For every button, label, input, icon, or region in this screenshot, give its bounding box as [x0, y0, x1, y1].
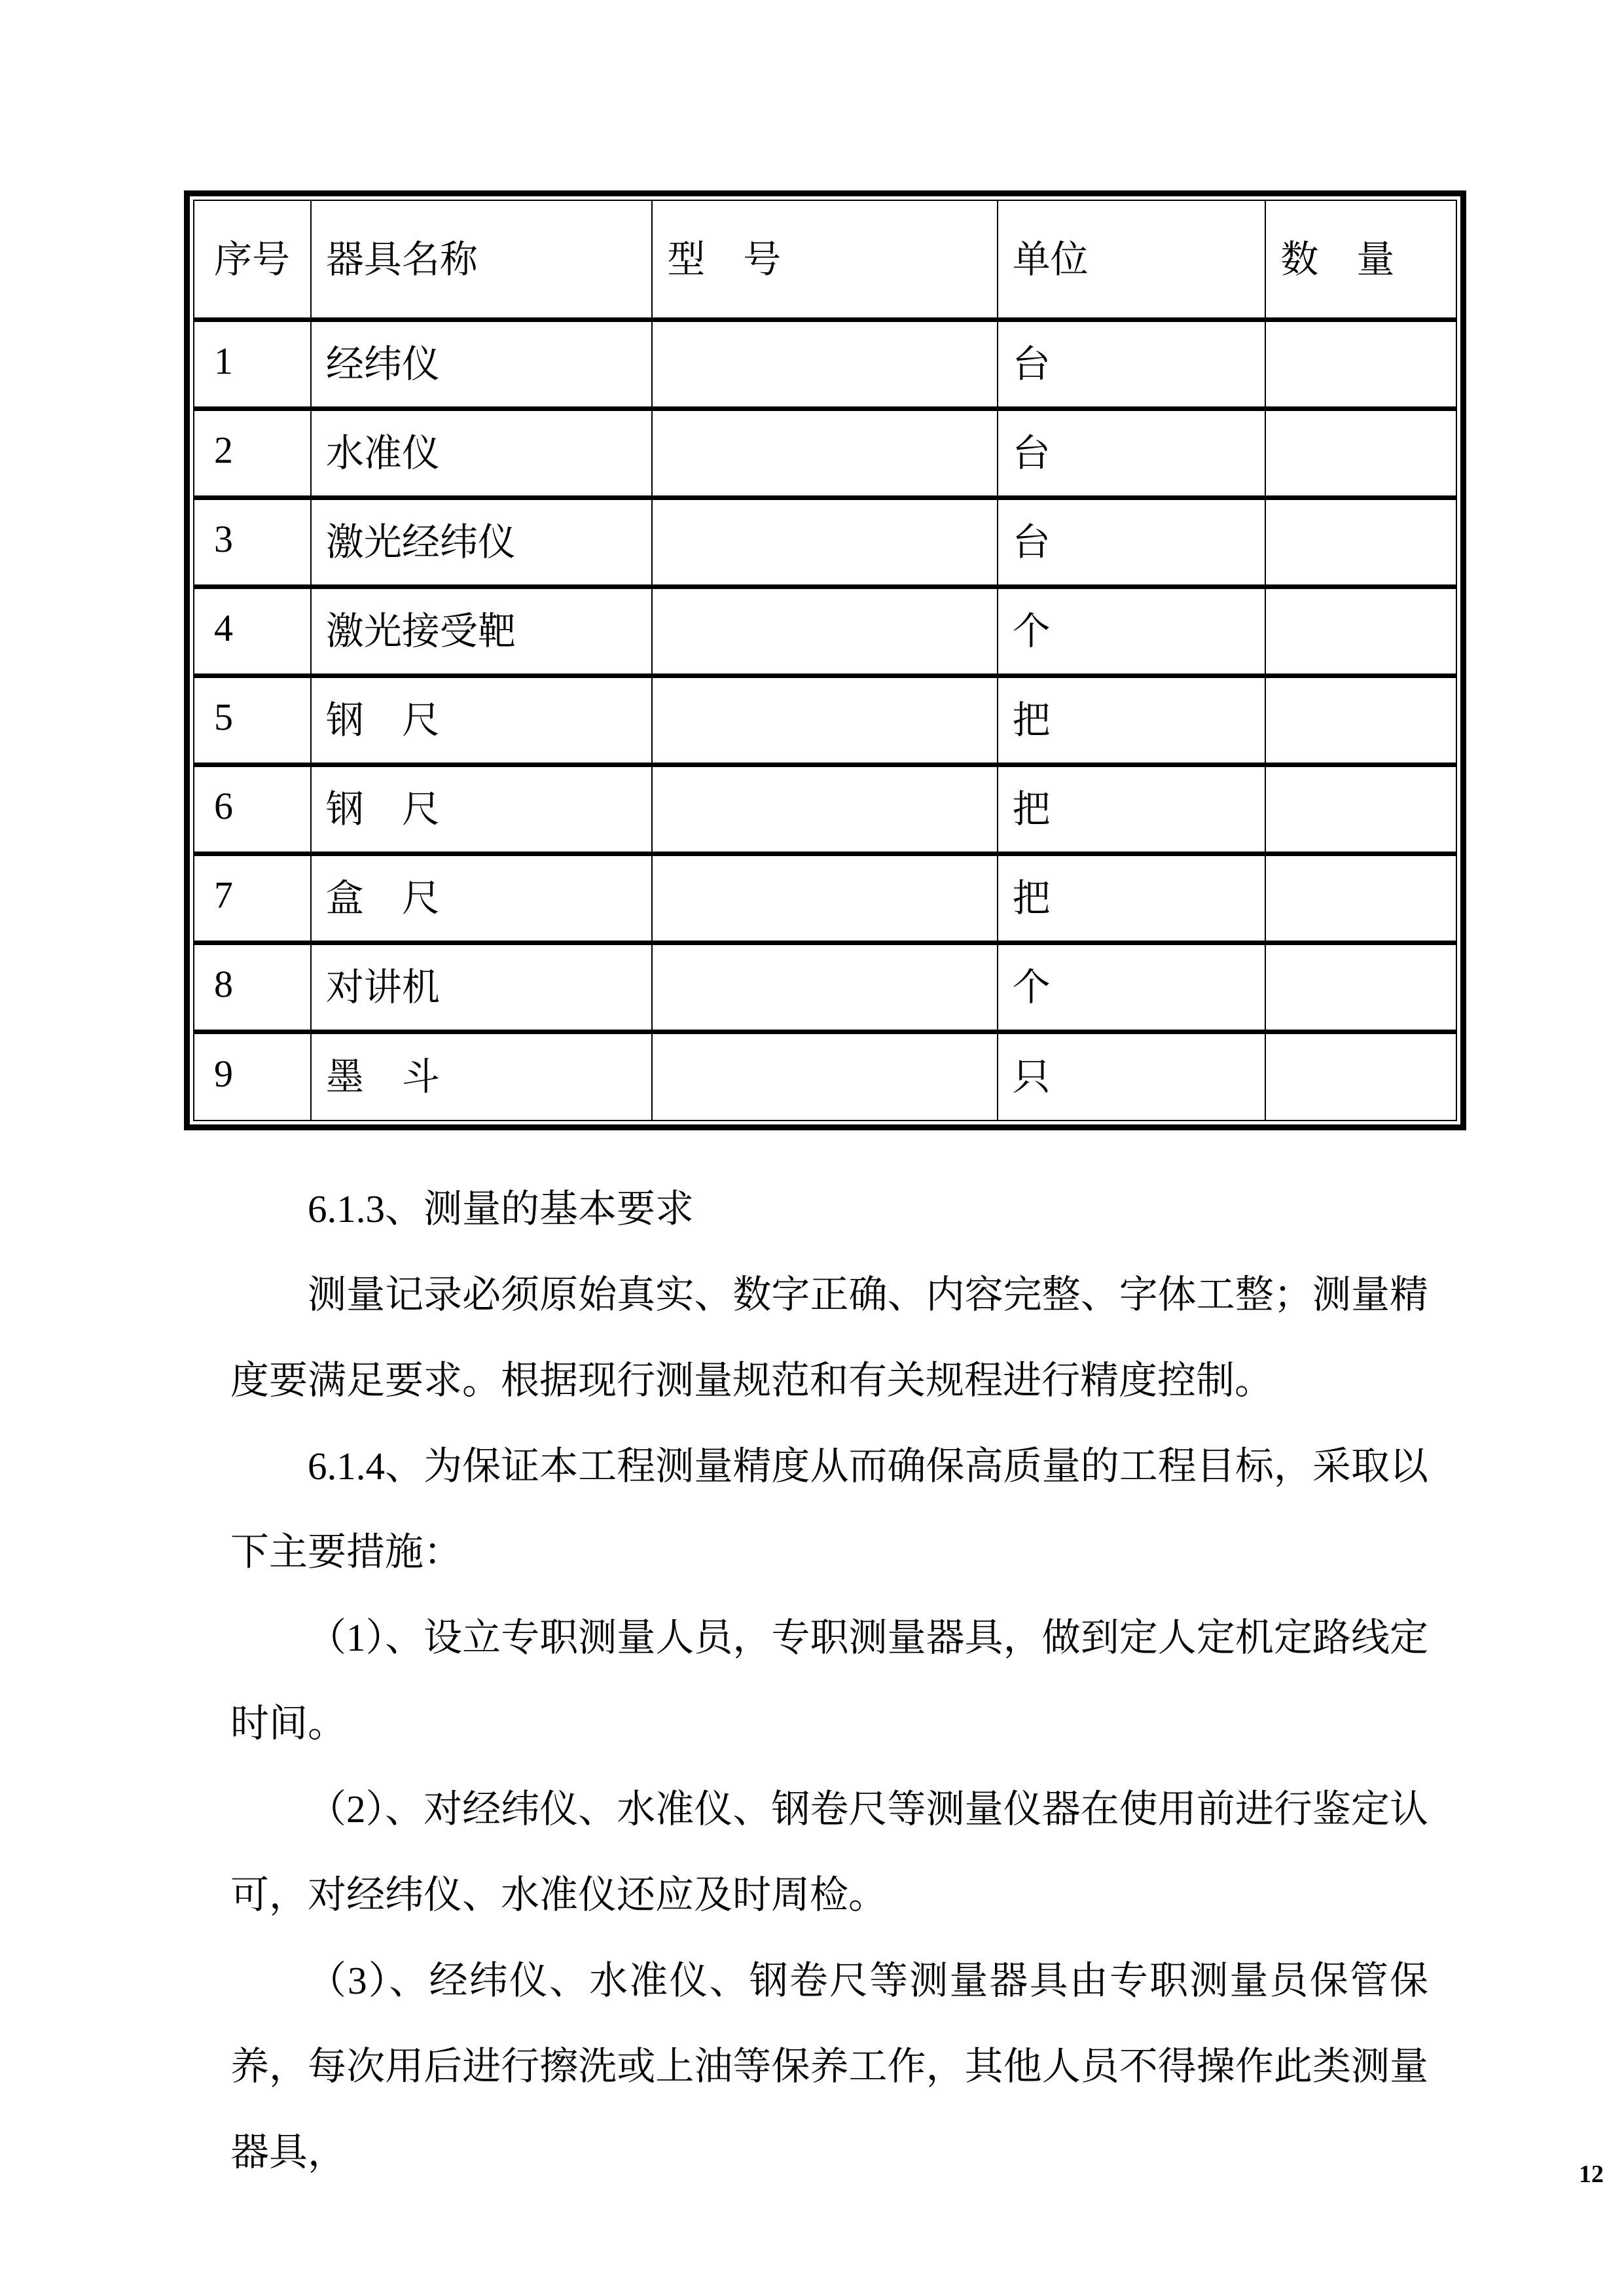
table-row — [194, 675, 1456, 764]
cell-unit: 台 — [998, 319, 1266, 408]
column-header-model: 型 号 — [652, 200, 997, 319]
cell-model — [652, 408, 997, 497]
cell-model — [652, 675, 997, 764]
cell-unit: 只 — [998, 1031, 1266, 1121]
cell-index: 2 — [194, 408, 311, 497]
cell-name: 墨 斗 — [311, 1031, 652, 1121]
paragraph-measure-3: （3）、经纬仪、水准仪、钢卷尺等测量器具由专职测量员保管保养，每次用后进行擦洗或上油等保养工作，其他人员不得操作此类测量器具， — [230, 1959, 1428, 2174]
cell-name: 钢 尺 — [311, 675, 652, 764]
cell-model — [652, 942, 997, 1031]
table-row — [194, 942, 1456, 1031]
cell-quantity — [1265, 319, 1456, 408]
cell-unit: 台 — [998, 497, 1266, 586]
paragraph-measure-2: （2）、对经纬仪、水准仪、钢卷尺等测量仪器在使用前进行鉴定认可，对经纬仪、水准仪还应及时周检。 — [230, 1787, 1428, 1916]
table-header-row — [194, 200, 1456, 319]
cell-index: 5 — [194, 675, 311, 764]
cell-quantity — [1265, 1031, 1456, 1121]
cell-index: 4 — [194, 586, 311, 675]
cell-index: 6 — [194, 764, 311, 853]
cell-model — [652, 853, 997, 942]
column-header-quantity: 数 量 — [1265, 200, 1456, 319]
cell-model — [652, 764, 997, 853]
cell-model — [652, 586, 997, 675]
cell-quantity — [1265, 408, 1456, 497]
column-header-name: 器具名称 — [311, 200, 652, 319]
table-row — [194, 497, 1456, 586]
column-header-index: 序号 — [194, 200, 311, 319]
table-row — [194, 586, 1456, 675]
cell-model — [652, 1031, 997, 1121]
cell-unit: 把 — [998, 764, 1266, 853]
cell-index: 9 — [194, 1031, 311, 1121]
cell-quantity — [1265, 764, 1456, 853]
cell-unit: 个 — [998, 586, 1266, 675]
cell-model — [652, 497, 997, 586]
cell-index: 3 — [194, 497, 311, 586]
cell-index: 8 — [194, 942, 311, 1031]
cell-unit: 把 — [998, 675, 1266, 764]
cell-unit: 个 — [998, 942, 1266, 1031]
cell-name: 激光接受靶 — [311, 586, 652, 675]
paragraph-measure-requirements: 测量记录必须原始真实、数字正确、内容完整、字体工整；测量精度要满足要求。根据现行测量规范和有关规程进行精度控制。 — [230, 1273, 1428, 1402]
equipment-table-frame — [184, 190, 1466, 1130]
cell-name: 钢 尺 — [311, 764, 652, 853]
cell-name: 水准仪 — [311, 408, 652, 497]
cell-quantity — [1265, 942, 1456, 1031]
table-row — [194, 1031, 1456, 1121]
page-number: 12 — [1579, 2161, 1604, 2188]
cell-name: 激光经纬仪 — [311, 497, 652, 586]
cell-unit: 台 — [998, 408, 1266, 497]
heading-6-1-4: 6.1.4、为保证本工程测量精度从而确保高质量的工程目标，采取以下主要措施： — [230, 1444, 1428, 1573]
heading-6-1-3: 6.1.3、测量的基本要求 — [308, 1187, 695, 1230]
table-row — [194, 319, 1456, 408]
cell-quantity — [1265, 497, 1456, 586]
cell-index: 7 — [194, 853, 311, 942]
table-row — [194, 853, 1456, 942]
cell-name: 经纬仪 — [311, 319, 652, 408]
cell-quantity — [1265, 853, 1456, 942]
table-row — [194, 408, 1456, 497]
cell-name: 盒 尺 — [311, 853, 652, 942]
cell-model — [652, 319, 997, 408]
column-header-unit: 单位 — [998, 200, 1266, 319]
cell-unit: 把 — [998, 853, 1266, 942]
cell-quantity — [1265, 586, 1456, 675]
cell-quantity — [1265, 675, 1456, 764]
equipment-table — [193, 200, 1457, 1121]
cell-name: 对讲机 — [311, 942, 652, 1031]
table-row — [194, 764, 1456, 853]
paragraph-measure-1: （1）、设立专职测量人员，专职测量器具，做到定人定机定路线定时间。 — [230, 1616, 1428, 1745]
body-text — [230, 1166, 1428, 2195]
cell-index: 1 — [194, 319, 311, 408]
